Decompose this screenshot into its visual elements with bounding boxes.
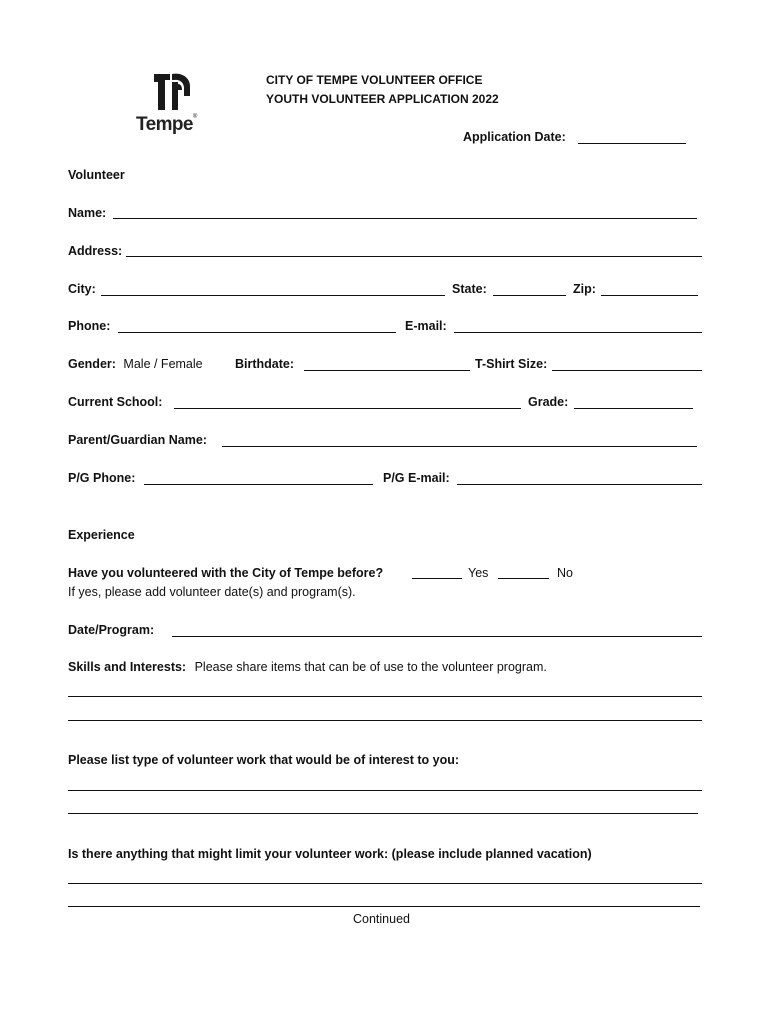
experience-heading: Experience [68,528,135,542]
phone-field[interactable] [118,332,396,333]
zip-field[interactable] [601,295,698,296]
guardian-label: Parent/Guardian Name: [68,433,207,447]
no-field[interactable] [498,578,549,579]
grade-field[interactable] [574,408,693,409]
skills-line-2[interactable] [68,720,702,721]
tempe-logo [134,70,214,136]
phone-label: Phone: [68,319,111,333]
limits-line-2[interactable] [68,906,700,907]
work-interest-line-1[interactable] [68,790,702,791]
header-office: CITY OF TEMPE VOLUNTEER OFFICE [266,73,483,87]
skills-row [68,659,547,675]
work-interest-line-2[interactable] [68,813,698,814]
city-label: City: [68,282,96,296]
volunteered-before-question: Have you volunteered with the City of Tempe before? [68,566,384,580]
school-label: Current School: [68,395,163,409]
pg-email-label: P/G E-mail: [383,471,450,485]
birthdate-label: Birthdate: [235,357,295,371]
yes-label: Yes [468,566,489,580]
gender-options[interactable]: Male / Female [123,357,203,371]
date-program-field[interactable] [172,636,702,637]
logo-trademark: ® [192,114,197,120]
pg-phone-field[interactable] [144,484,373,485]
limits-line-1[interactable] [68,883,702,884]
date-program-label: Date/Program: [68,623,155,637]
skills-label: Skills and Interests: [68,660,187,674]
skills-line-1[interactable] [68,696,702,697]
state-field[interactable] [493,295,566,296]
skills-prompt: Please share items that can be of use to the volunteer program. [194,660,547,674]
no-label: No [557,566,573,580]
tempe-logo-icon [134,70,214,114]
city-field[interactable] [101,295,445,296]
pg-phone-label: P/G Phone: [68,471,136,485]
tshirt-field[interactable] [552,370,702,371]
zip-label: Zip: [573,282,596,296]
name-label: Name: [68,206,107,220]
gender-label: Gender: [68,357,116,371]
address-field[interactable] [126,256,702,257]
logo-wordmark: Tempe [136,114,193,135]
birthdate-field[interactable] [304,370,470,371]
pg-email-field[interactable] [457,484,702,485]
name-field[interactable] [113,218,697,219]
guardian-field[interactable] [222,446,697,447]
application-date-label: Application Date: [463,130,566,144]
state-label: State: [452,282,487,296]
continued-text: Continued [353,912,410,926]
yes-field[interactable] [412,578,462,579]
volunteer-heading: Volunteer [68,168,125,182]
grade-label: Grade: [528,395,569,409]
address-label: Address: [68,244,123,258]
header-title: YOUTH VOLUNTEER APPLICATION 2022 [266,92,499,106]
email-field[interactable] [454,332,702,333]
limits-label: Is there anything that might limit your volunteer work: (please include planned vacation) [68,847,592,861]
application-date-field[interactable] [578,143,686,144]
tshirt-label: T-Shirt Size: [475,357,548,371]
school-field[interactable] [174,408,521,409]
gender-row [68,356,203,372]
volunteered-note: If yes, please add volunteer date(s) and program(s). [68,585,356,599]
email-label: E-mail: [405,319,447,333]
work-interest-label: Please list type of volunteer work that would be of interest to you: [68,753,460,767]
